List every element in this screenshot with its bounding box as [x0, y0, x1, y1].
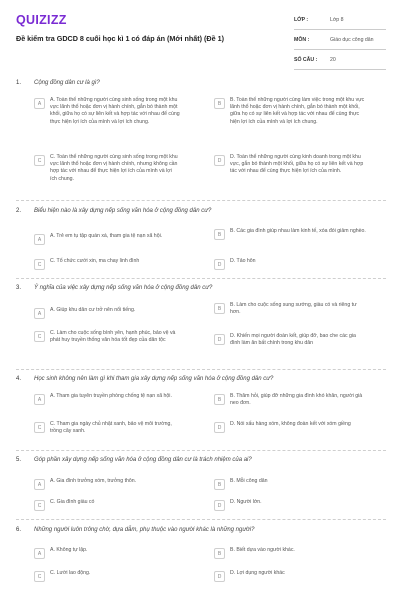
option-text: B. Toàn thể những người cùng làm việc trong một khu vực lãnh thổ hoặc đơn vị hành chính, gắn bó thành một khối, giữa họ có sự liên kết và hợp tác với nhau để cùng thực hiện lợi ích của mình và lợi ích chung. [230, 97, 365, 125]
meta-value: Lớp 8 [330, 16, 344, 23]
option-letter-badge: B [214, 548, 225, 559]
option-letter-badge: C [34, 500, 45, 511]
question-number: 4. [16, 376, 22, 382]
option-letter-badge: C [34, 331, 45, 342]
option-a[interactable] [34, 393, 180, 405]
option-text: A. Không tự lập. [50, 547, 88, 553]
option-letter-badge: A [34, 548, 45, 559]
option-d[interactable] [214, 154, 366, 176]
question-number: 2. [16, 208, 22, 214]
option-letter-badge: D [214, 422, 225, 433]
worksheet-title: Đề kiểm tra GDCD 8 cuối học kì 1 có đáp án (Mới nhất) (Đề 1) [16, 34, 224, 43]
option-b[interactable] [214, 228, 366, 240]
question-header [0, 527, 400, 539]
option-letter-badge: B [214, 479, 225, 490]
option-c[interactable] [34, 154, 180, 183]
option-text: B. Các gia đình giúp nhau làm kinh tế, xóa đói giảm nghèo. [230, 228, 366, 234]
option-d[interactable] [214, 258, 366, 270]
option-a[interactable] [34, 233, 180, 245]
meta-value: 20 [330, 56, 336, 63]
question-header [0, 80, 400, 92]
option-a[interactable] [34, 478, 180, 490]
option-text: C. Toàn thể những người cùng sinh sống trong một khu vực lãnh thổ hoặc đơn vị hành chính, nhưng không cần hợp tác với nhau để thực hiện lợi ích của mình và lợi ích chung. [50, 154, 178, 182]
worksheet-meta [294, 10, 386, 70]
question-separator [16, 200, 386, 201]
option-letter-badge: A [34, 394, 45, 405]
option-text: D. Toàn thể những người cùng kinh doanh trong một khu vực, gắn bó thành một khối, giữa họ có sự liên kết và hợp tác với nhau để cùng thực hiện lợi ích của mình. [230, 154, 364, 175]
option-a[interactable] [34, 547, 180, 559]
option-letter-badge: D [214, 571, 225, 582]
option-letter-badge: A [34, 308, 45, 319]
option-text: C. Lười lao động. [50, 570, 91, 576]
option-text: B. Biết dựa vào người khác. [230, 547, 295, 553]
option-b[interactable] [214, 393, 366, 407]
question-separator [16, 369, 386, 370]
option-c[interactable] [34, 421, 180, 435]
question-5 [0, 457, 400, 509]
question-header [0, 376, 400, 388]
option-b[interactable] [214, 97, 366, 126]
option-text: C. Làm cho cuộc sống bình yên, hạnh phúc, bảo vệ và phát huy truyền thống văn hóa tốt đẹp của dân tộc [50, 330, 176, 344]
option-text: D. Lợi dụng người khác [230, 570, 285, 576]
option-letter-badge: D [214, 259, 225, 270]
option-letter-badge: D [214, 155, 225, 166]
question-header [0, 285, 400, 297]
option-letter-badge: C [34, 259, 45, 270]
option-d[interactable] [214, 499, 366, 511]
option-d[interactable] [214, 333, 366, 347]
option-b[interactable] [214, 302, 366, 316]
option-b[interactable] [214, 478, 366, 490]
question-header [0, 208, 400, 220]
question-header [0, 457, 400, 469]
meta-row-count [294, 50, 386, 70]
option-letter-badge: B [214, 229, 225, 240]
option-text: B. Mỗi công dân [230, 478, 268, 484]
question-number: 3. [16, 285, 22, 291]
meta-label: MÔN : [294, 36, 310, 43]
option-text: C. Gia đình giàu có [50, 499, 95, 505]
question-1 [0, 80, 400, 182]
question-2 [0, 208, 400, 268]
option-text: D. Người lớn. [230, 499, 262, 505]
option-letter-badge: A [34, 479, 45, 490]
option-b[interactable] [214, 547, 366, 559]
option-d[interactable] [214, 421, 366, 433]
option-c[interactable] [34, 499, 180, 511]
option-text: D. Nói xấu hàng xóm, không đoàn kết với xóm giềng [230, 421, 351, 427]
option-text: A. Gia đình trưởng xóm, trưởng thôn. [50, 478, 137, 484]
option-text: A. Toàn thể những người cùng sinh sống trong một khu vực lãnh thổ hoặc đơn vị hành chính, gắn bó thành một khối, giữa họ có sự liên kết và hợp tác với nhau để cùng thực hiện lợi ích của mình và lợi ích chung. [50, 97, 180, 125]
question-separator [16, 278, 386, 279]
option-c[interactable] [34, 258, 180, 270]
option-text: B. Làm cho cuộc sống sung sướng, giàu có và riêng tư hơn. [230, 302, 357, 316]
meta-label: LỚP : [294, 16, 309, 23]
option-letter-badge: C [34, 571, 45, 582]
meta-value: Giáo dục công dân [330, 36, 374, 43]
question-6 [0, 527, 400, 580]
question-separator [16, 450, 386, 451]
option-c[interactable] [34, 330, 180, 344]
question-number: 6. [16, 527, 22, 533]
option-letter-badge: D [214, 334, 225, 345]
option-text: D. Tảo hôn [230, 258, 256, 264]
option-d[interactable] [214, 570, 366, 582]
question-text: Học sinh không nên làm gì khi tham gia xây dựng nếp sống văn hóa ở cộng đồng dân cư? [34, 376, 274, 382]
question-number: 5. [16, 457, 22, 463]
option-text: A. Tham gia tuyên truyền phòng chống tệ nạn xã hội. [50, 393, 172, 399]
option-c[interactable] [34, 570, 180, 582]
option-letter-badge: B [214, 303, 225, 314]
meta-label: SỐ CÂU : [294, 56, 318, 63]
quizizz-logo: QUIZIZZ [16, 13, 67, 27]
question-text: Những người luôn trông chờ, dựa dẫm, phụ thuộc vào người khác là những người? [34, 527, 255, 533]
question-3 [0, 285, 400, 347]
question-text: Cộng đồng dân cư là gì? [34, 80, 100, 86]
worksheet-header [0, 0, 400, 70]
question-text: Ý nghĩa của việc xây dựng nếp sống văn hóa ở cộng đồng dân cư? [34, 285, 213, 291]
option-letter-badge: C [34, 155, 45, 166]
question-4 [0, 376, 400, 435]
option-a[interactable] [34, 97, 180, 126]
question-number: 1. [16, 80, 22, 86]
option-text: A. Trẻ em tụ tập quán xá, tham gia tệ nạn xã hội. [50, 233, 163, 239]
option-text: C. Tổ chức cưới xin, ma chay linh đình [50, 258, 140, 264]
option-letter-badge: B [214, 98, 225, 109]
option-text: C. Tham gia ngày chủ nhật xanh, bảo vệ môi trường, trồng cây xanh. [50, 421, 172, 435]
question-text: Góp phần xây dựng nếp sống văn hóa ở cộng đồng dân cư là trách nhiệm của ai? [34, 457, 252, 463]
meta-row-subject [294, 30, 386, 50]
option-letter-badge: C [34, 422, 45, 433]
option-letter-badge: D [214, 500, 225, 511]
option-letter-badge: B [214, 394, 225, 405]
option-text: A. Giúp khu dân cư trở nên nổi tiếng. [50, 307, 136, 313]
option-letter-badge: A [34, 234, 45, 245]
question-separator [16, 519, 386, 520]
option-a[interactable] [34, 307, 180, 319]
option-text: D. Khiến mọi người đoàn kết, giúp đỡ, bao che các gia đình làm ăn bất chính trong khu dân [230, 333, 356, 347]
meta-row-class [294, 10, 386, 30]
question-text: Biểu hiện nào là xây dựng nếp sống văn hóa ở cộng đồng dân cư? [34, 208, 212, 214]
option-text: B. Thăm hỏi, giúp đỡ những gia đình khó khăn, người già neo đơn. [230, 393, 363, 407]
option-letter-badge: A [34, 98, 45, 109]
